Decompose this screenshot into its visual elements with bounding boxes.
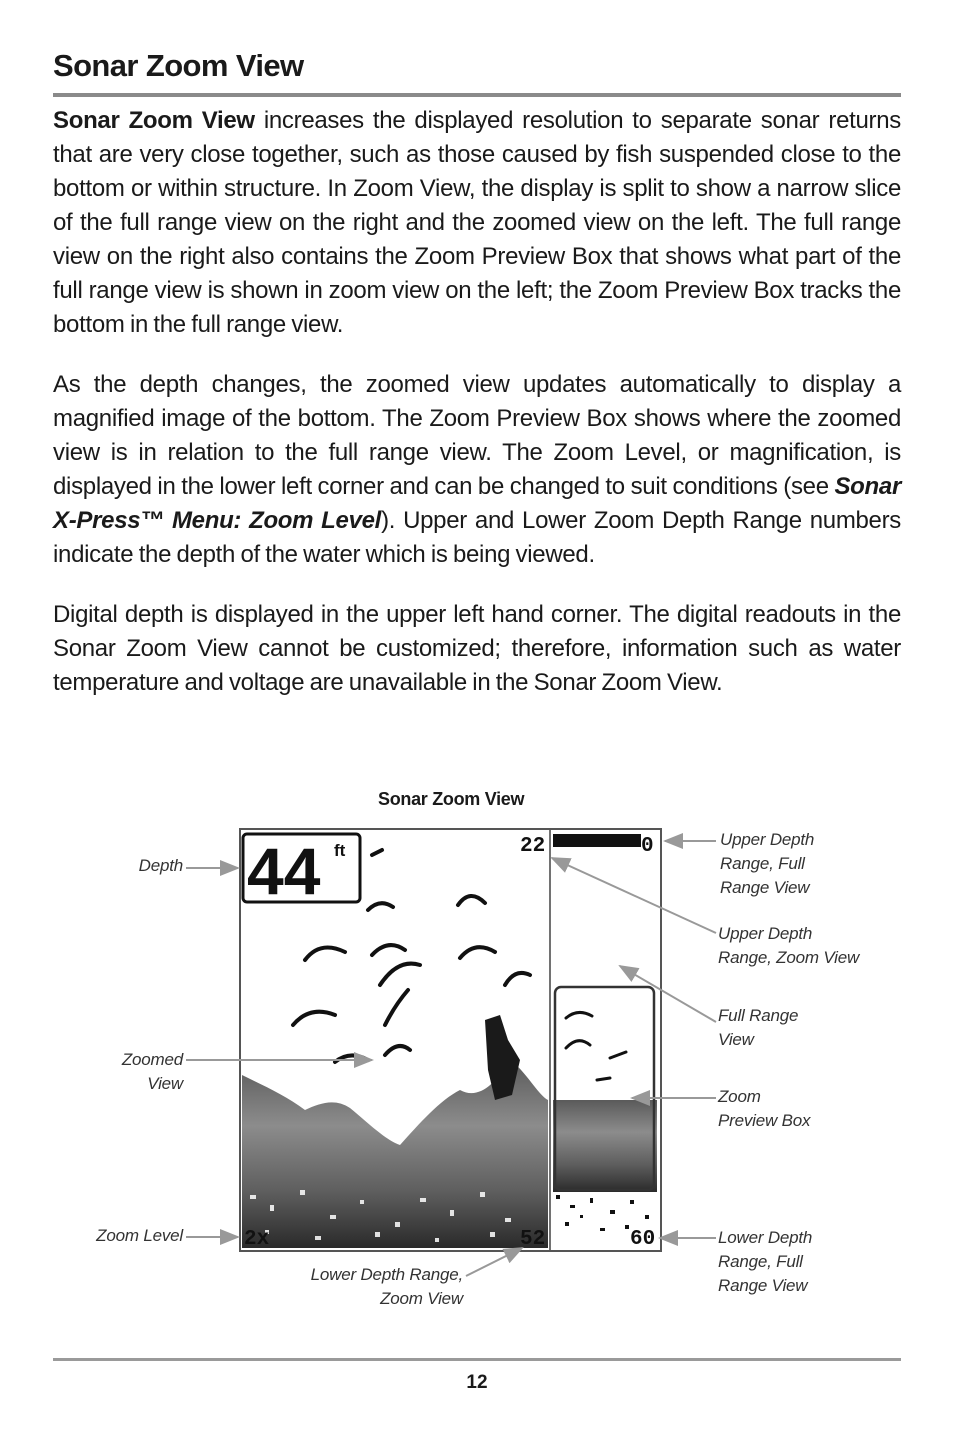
callout-lower-full-line3: Range View xyxy=(718,1276,808,1295)
callout-upper-zoom-line2: Range, Zoom View xyxy=(718,948,860,967)
callout-upper-full-line1: Upper Depth xyxy=(720,830,815,849)
callout-lower-zoom-line2: Zoom View xyxy=(380,1289,463,1308)
page-title: Sonar Zoom View xyxy=(53,48,304,83)
page-number: 12 xyxy=(466,1372,488,1393)
callout-upper-full-range xyxy=(720,828,900,900)
callout-lower-full-line2: Range, Full xyxy=(718,1252,803,1271)
intro-text: increases the displayed resolution to separate sonar returns that are very close together, such as those caused by fish suspended close to the bottom or within structure. In Zoom View, the display is split to show a narrow slice of the full range view on the right and the zoomed view on the left. The full range view on the right also contains the Zoom Preview Box that shows what part of the full range view is shown in zoom view on the left; the Zoom Preview Box tracks the bottom in the full range view. xyxy=(53,107,901,338)
zoom-level: 2x xyxy=(244,1228,270,1251)
surface-clutter-bar xyxy=(553,834,641,847)
callout-full-range-line2: View xyxy=(718,1030,754,1049)
intro-bold-term: Sonar Zoom View xyxy=(53,107,255,134)
lower-full-range: 60 xyxy=(630,1228,656,1251)
callout-zoomed-view xyxy=(100,1048,183,1096)
callout-upper-zoom-line1: Upper Depth xyxy=(718,924,813,943)
callout-zoom-level: Zoom Level xyxy=(96,1226,183,1245)
menu-reference: Sonar X-Press™ Menu: Zoom Level xyxy=(53,473,901,534)
depth-text-b: ). Upper and Lower Zoom Depth Range numbers indicate the depth of the water which is being viewed. xyxy=(53,507,901,568)
callout-preview-line1: Zoom xyxy=(718,1087,761,1106)
callout-lower-zoom-range xyxy=(300,1263,463,1311)
callout-full-range-view xyxy=(718,1004,898,1052)
paragraph-digital-depth: Digital depth is displayed in the upper left hand corner. The digital readouts in the Sonar Zoom View cannot be customized; therefore, information such as water temperature and voltage are unavailable in the Sonar Zoom View. xyxy=(53,601,901,696)
callout-upper-zoom-range xyxy=(718,922,918,970)
callout-zoomed-view-line1: Zoomed xyxy=(121,1050,183,1069)
callout-preview-line2: Preview Box xyxy=(718,1111,811,1130)
depth-unit: ft xyxy=(334,841,346,860)
lower-zoom-range: 52 xyxy=(520,1228,546,1251)
callout-lower-full-line1: Lower Depth xyxy=(718,1228,813,1247)
upper-zoom-range: 22 xyxy=(520,835,546,858)
callout-upper-full-line3: Range View xyxy=(720,878,810,897)
upper-full-range: 0 xyxy=(641,835,654,858)
depth-text-a: As the depth changes, the zoomed view updates automatically to display a magnified image of the bottom. The Zoom Preview Box shows where the zoomed view is in relation to the full range view. The Zoom Level, or magnification, is displayed in the lower left corner and can be changed to suit conditions (see xyxy=(53,371,901,500)
depth-value: 44 xyxy=(247,834,321,908)
callout-upper-full-line2: Range, Full xyxy=(720,854,805,873)
full-range-bottom xyxy=(553,1100,657,1192)
callout-full-range-line1: Full Range xyxy=(718,1006,799,1025)
footer-rule xyxy=(53,1358,901,1361)
callout-zoomed-view-line2: View xyxy=(147,1074,183,1093)
callout-lower-zoom-line1: Lower Depth Range, xyxy=(310,1265,463,1284)
callout-zoom-preview-box xyxy=(718,1085,898,1133)
figure-title: Sonar Zoom View xyxy=(378,789,525,809)
callout-lower-full-range xyxy=(718,1226,898,1298)
callout-depth: Depth xyxy=(138,856,183,875)
